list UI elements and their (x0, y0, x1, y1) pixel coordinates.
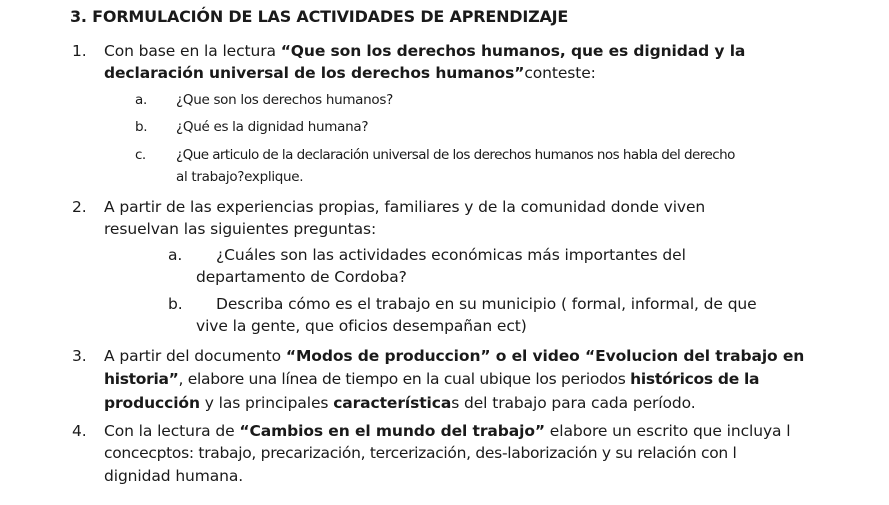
item-1-bold-title-cont: declaración universal de los derechos humanos” (104, 64, 525, 82)
item-3-bold-1: “Modos de produccion” o el video “Evolucion del trabajo en (285, 347, 805, 365)
item-3-bold-5: característica (333, 394, 452, 412)
item-2b-letter: b. (168, 295, 183, 313)
item-3-bold-3: históricos de la (630, 370, 760, 388)
item-3-bold-2: historia” (104, 370, 179, 388)
item-3-number: 3. (72, 347, 87, 365)
item-3-bold-4: producción (104, 394, 200, 412)
item-4-text-2: elabore un escrito que incluya l (544, 422, 791, 440)
item-1c-cont: al trabajo?explique. (176, 169, 304, 185)
item-1b-text: ¿Qué es la dignidad humana? (176, 119, 369, 135)
item-1-line-2 (104, 63, 596, 83)
item-1c-letter: c. (135, 147, 146, 163)
item-2-line-1 (72, 197, 705, 217)
section-title: 3. FORMULACIÓN DE LAS ACTIVIDADES DE APRENDIZAJE (70, 7, 569, 26)
item-1b (135, 117, 368, 137)
item-2a-letter: a. (168, 246, 183, 264)
item-3-text-1: A partir del documento (104, 347, 286, 365)
item-4-line-3: dignidad humana. (104, 467, 244, 485)
item-1-line-1 (72, 41, 745, 61)
item-3-text-3: y las principales (199, 394, 334, 412)
item-3-line-3 (104, 393, 696, 413)
item-2-number: 2. (72, 198, 87, 216)
item-2-line-2: resuelvan las siguientes preguntas: (104, 220, 377, 238)
item-1-number: 1. (72, 42, 87, 60)
item-4-number: 4. (72, 422, 87, 440)
item-4-line-2: concecptos: trabajo, precarización, tercerización, des-laborización y su relación con l (104, 444, 737, 462)
item-2b-cont: vive la gente, que oficios desempañan ect) (196, 317, 527, 335)
item-1c-text: ¿Que articulo de la declaración universal de los derechos humanos nos habla del derecho (176, 147, 735, 163)
item-2b-text: Describa cómo es el trabajo en su municipio ( formal, informal, de que (216, 295, 757, 313)
item-1a-text: ¿Que son los derechos humanos? (176, 92, 393, 108)
item-2b (168, 294, 757, 314)
item-4-line-1 (72, 421, 790, 441)
item-1a-letter: a. (135, 92, 147, 108)
item-2a (168, 245, 686, 265)
item-2-text-1: A partir de las experiencias propias, familiares y de la comunidad donde viven (104, 198, 706, 216)
item-1-intro: Con base en la lectura (104, 42, 281, 60)
item-3-line-1 (72, 346, 804, 366)
item-1b-letter: b. (135, 119, 148, 135)
item-1a (135, 90, 393, 110)
item-3-line-2 (104, 369, 759, 389)
item-2a-text: ¿Cuáles son las actividades económicas más importantes del (216, 246, 686, 264)
item-2a-cont: departamento de Cordoba? (196, 268, 407, 286)
item-4-bold-1: “Cambios en el mundo del trabajo” (239, 422, 545, 440)
item-1c (135, 145, 735, 165)
item-4-text-1: Con la lectura de (104, 422, 240, 440)
item-1-bold-title: “Que son los derechos humanos, que es dignidad y la (280, 42, 746, 60)
item-1-after: conteste: (524, 64, 596, 82)
item-3-text-4: s del trabajo para cada período. (451, 394, 696, 412)
item-3-text-2: , elabore una línea de tiempo en la cual ubique los periodos (178, 370, 631, 388)
